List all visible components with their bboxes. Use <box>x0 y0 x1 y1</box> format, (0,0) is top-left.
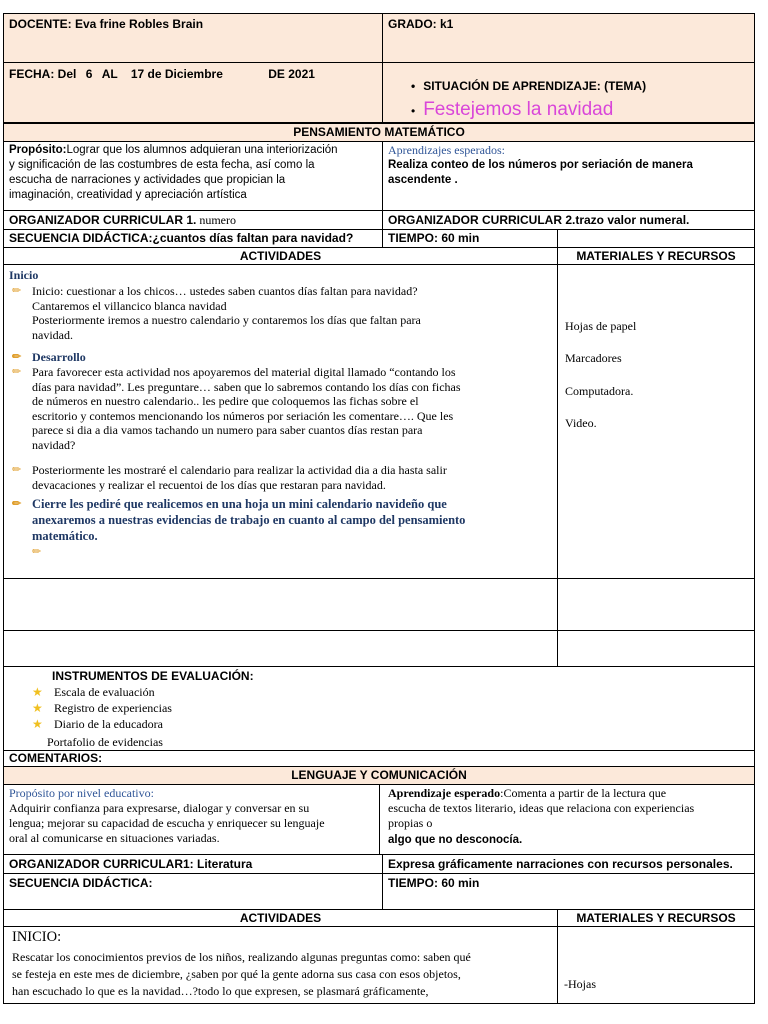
lyc-title: LENGUAJE Y COMUNICACIÓN <box>3 766 755 785</box>
pm-proposito-line: Lograr que los alumnos adquieran una interiorización <box>66 144 338 156</box>
pm-org2-cell <box>382 210 755 230</box>
star-icon: ★ <box>32 701 43 715</box>
pm-proposito-label: Propósito: <box>9 144 67 156</box>
pm-cierre-line: anexaremos a nuestras evidencias de trabajo en cuanto al campo del pensamiento <box>32 513 466 527</box>
pencil-icon: ✏ <box>12 464 22 476</box>
lyc-actividades-cell <box>3 926 558 1004</box>
lyc-aprendizaje-line: propias o <box>388 816 433 830</box>
lyc-inicio-line: han escuchado lo que es la navidad…?todo lo que expresen, se plasmará gráficamente, <box>12 984 429 998</box>
eval-title: INSTRUMENTOS DE EVALUACIÓN: <box>52 669 254 683</box>
pm-org1-value: numero <box>196 213 236 227</box>
pm-act2-line: navidad? <box>32 437 76 452</box>
pm-act3-line: devacaciones y realizar el recuentoi de los días que restaran para navidad. <box>32 477 386 492</box>
fecha-al-label: AL <box>101 67 118 81</box>
pm-inicio-label: Inicio <box>9 268 39 282</box>
lyc-proposito-label: Propósito por nivel educativo: <box>9 786 154 800</box>
lyc-inicio-line: se festeja en este mes de diciembre, ¿saben por qué la gente adorna sus casa con esos objetos, <box>12 967 461 981</box>
pm-proposito-line: imaginación, creatividad y apreciación artística <box>9 189 247 201</box>
situacion-text: SITUACIÓN DE APRENDIZAJE: (TEMA) <box>423 79 647 93</box>
lyc-inicio-line: Rescatar los conocimientos previos de los niños, realizando algunas preguntas como: saben qué <box>12 950 471 964</box>
pm-act1-line: Posteriormente iremos a nuestro calendario y contaremos los días que faltan para <box>32 313 421 327</box>
lyc-aprendizaje-label: Aprendizaje esperado <box>388 786 501 800</box>
eval-item <box>32 684 155 700</box>
pencil-icon: ✏ <box>12 285 22 297</box>
pm-aprendizajes-label: Aprendizajes esperados: <box>388 143 505 157</box>
pm-org2-text: ORGANIZADOR CURRICULAR 2.trazo valor numeral. <box>388 213 690 227</box>
star-icon: ★ <box>32 717 43 731</box>
lyc-org1-cell <box>3 854 383 874</box>
pm-act1-line: Cantaremos el villancico blanca navidad <box>32 298 227 313</box>
lyc-secuencia-cell <box>3 873 383 910</box>
pm-desarrollo <box>12 350 86 365</box>
pencil-icon: ✏ <box>12 366 22 378</box>
fecha-cell <box>3 62 383 123</box>
pm-act3 <box>12 463 552 492</box>
lyc-actividades-header: ACTIVIDADES <box>3 909 558 927</box>
comentarios-cell <box>3 750 755 767</box>
pm-act2-line: de números en nuestro calendario.. les pedire que coloquemos las fichas sobre el <box>32 394 419 408</box>
eval-cell <box>3 666 755 751</box>
lyc-tiempo-text: TIEMPO: 60 min <box>388 876 480 890</box>
grado-cell <box>382 13 755 63</box>
pm-aprendizajes-line: Realiza conteo de los números por seriación de manera <box>388 159 693 171</box>
comentarios-label: COMENTARIOS: <box>9 751 103 765</box>
pm-tiempo-text: TIEMPO: 60 min <box>388 231 480 245</box>
pm-act1 <box>12 284 552 342</box>
pm-material-item: Computadora. <box>565 384 634 398</box>
lyc-proposito-line: lengua; mejorar su capacidad de escucha y enriquecer su lenguaje <box>9 816 325 830</box>
pm-org1-label: ORGANIZADOR CURRICULAR 1. <box>9 213 197 227</box>
docente-cell <box>3 13 383 63</box>
lyc-materiales-cell <box>557 926 755 1004</box>
star-icon: ★ <box>32 685 43 699</box>
pm-proposito-line: y significación de las costumbres de esta fecha, así como la <box>9 159 315 171</box>
docente-text: DOCENTE: Eva frine Robles Brain <box>9 17 204 31</box>
tema-line: • Festejemos la navidad <box>411 99 614 120</box>
lyc-materiales-header: MATERIALES Y RECURSOS <box>557 909 755 927</box>
pm-cierre <box>12 496 552 544</box>
pm-cierre-line: Cierre les pediré que realicemos en una hoja un mini calendario navideño que <box>32 497 447 511</box>
fecha-al: 17 de Diciembre <box>130 67 223 81</box>
pm-materiales-header: MATERIALES Y RECURSOS <box>557 247 755 265</box>
pm-cierre-line: matemático. <box>32 529 98 543</box>
fecha-del: 6 <box>85 67 93 81</box>
pm-secuencia-cell <box>3 229 383 248</box>
pm-act2-line: parece si dia a dia vamos tachando un numero para saber cuantos días restan para <box>32 423 423 437</box>
pm-materiales-cell <box>557 264 755 579</box>
eval-item-text: Diario de la educadora <box>54 717 163 731</box>
lyc-inicio-label: INICIO: <box>12 929 62 945</box>
eval-item-text: Escala de evaluación <box>54 685 155 699</box>
lyc-org2-cell <box>382 854 755 874</box>
pm-secuencia-text: SECUENCIA DIDÁCTICA:¿cuantos días faltan para navidad? <box>9 231 354 245</box>
lyc-org2-text: Expresa gráficamente narraciones con recursos personales. <box>388 857 733 871</box>
eval-item <box>32 716 163 732</box>
pm-act3-line: Posteriormente les mostraré el calendario para realizar la actividad dia a dia hasta salir <box>32 463 447 477</box>
pm-act1-line: navidad. <box>32 327 73 342</box>
pm-title: PENSAMIENTO MATEMÁTICO <box>3 123 755 142</box>
fecha-label: FECHA: Del <box>9 67 77 81</box>
situacion-line: • SITUACIÓN DE APRENDIZAJE: (TEMA) <box>411 79 647 93</box>
pm-act2-line: Para favorecer esta actividad nos apoyaremos del material digital llamado “contando los <box>32 365 456 379</box>
grado-text: GRADO: k1 <box>388 17 454 31</box>
pm-material-item: Video. <box>565 416 597 430</box>
eval-item <box>32 700 172 716</box>
pencil-icon: ✏ <box>32 546 42 558</box>
lyc-material-item: -Hojas <box>564 977 596 991</box>
tema-text: Festejemos la navidad <box>423 99 614 120</box>
pm-proposito-line: escucha de narraciones y actividades que propician la <box>9 174 286 186</box>
pm-actividades-cell <box>3 264 558 579</box>
lyc-secuencia-text: SECUENCIA DIDÁCTICA: <box>9 876 153 890</box>
pm-act2 <box>12 365 552 452</box>
pencil-icon: ✏ <box>12 351 22 363</box>
lyc-proposito-cell <box>3 784 380 855</box>
pm-empty-row-2-mat <box>557 630 755 667</box>
lyc-proposito-line: oral al comunicarse en situaciones variadas. <box>9 831 220 845</box>
fecha-anio: DE 2021 <box>268 67 315 81</box>
pm-org1-cell <box>3 210 383 230</box>
pm-act2-line: días para navidad”. Les preguntare… saben que lo sabremos contando los días con fichas <box>32 379 461 394</box>
lyc-aprendizaje-line: :Comenta a partir de la lectura que <box>500 786 667 800</box>
pm-aprendizajes-line: ascendente . <box>388 174 458 186</box>
pm-material-item: Marcadores <box>565 351 622 365</box>
eval-item-text: Registro de experiencias <box>54 701 172 715</box>
lyc-aprendizaje-cell <box>379 784 755 855</box>
lyc-org1-text: ORGANIZADOR CURRICULAR1: Literatura <box>9 857 253 871</box>
pm-act1-line: Inicio: cuestionar a los chicos… ustedes saben cuantos días faltan para navidad? <box>32 284 418 298</box>
lyc-tiempo-cell <box>382 873 755 910</box>
situacion-cell <box>382 62 755 123</box>
pm-tiempo-cell <box>382 229 558 248</box>
lyc-proposito-line: Adquirir confianza para expresarse, dialogar y conversar en su <box>9 801 310 815</box>
lyc-aprendizaje-line: escucha de textos literario, ideas que relaciona con experiencias <box>388 801 695 815</box>
pm-empty-row-1-mat <box>557 578 755 631</box>
pm-act2-line: escritorio y contemos mencionando los números por seriación les comentare…. Que les <box>32 408 454 423</box>
pm-desarrollo-label: Desarrollo <box>32 350 86 364</box>
pencil-icon: ✏ <box>12 498 22 510</box>
pm-empty-row-1 <box>3 578 558 631</box>
eval-portafolio: Portafolio de evidencias <box>47 735 163 749</box>
pm-empty-cell <box>557 229 755 248</box>
pm-actividades-header: ACTIVIDADES <box>3 247 558 265</box>
pm-aprendizajes-cell <box>382 141 755 211</box>
pm-proposito-cell <box>3 141 383 211</box>
pm-empty-row-2 <box>3 630 558 667</box>
lyc-aprendizaje-bold: algo que no desconocía. <box>388 834 523 846</box>
pm-material-item: Hojas de papel <box>565 319 637 333</box>
